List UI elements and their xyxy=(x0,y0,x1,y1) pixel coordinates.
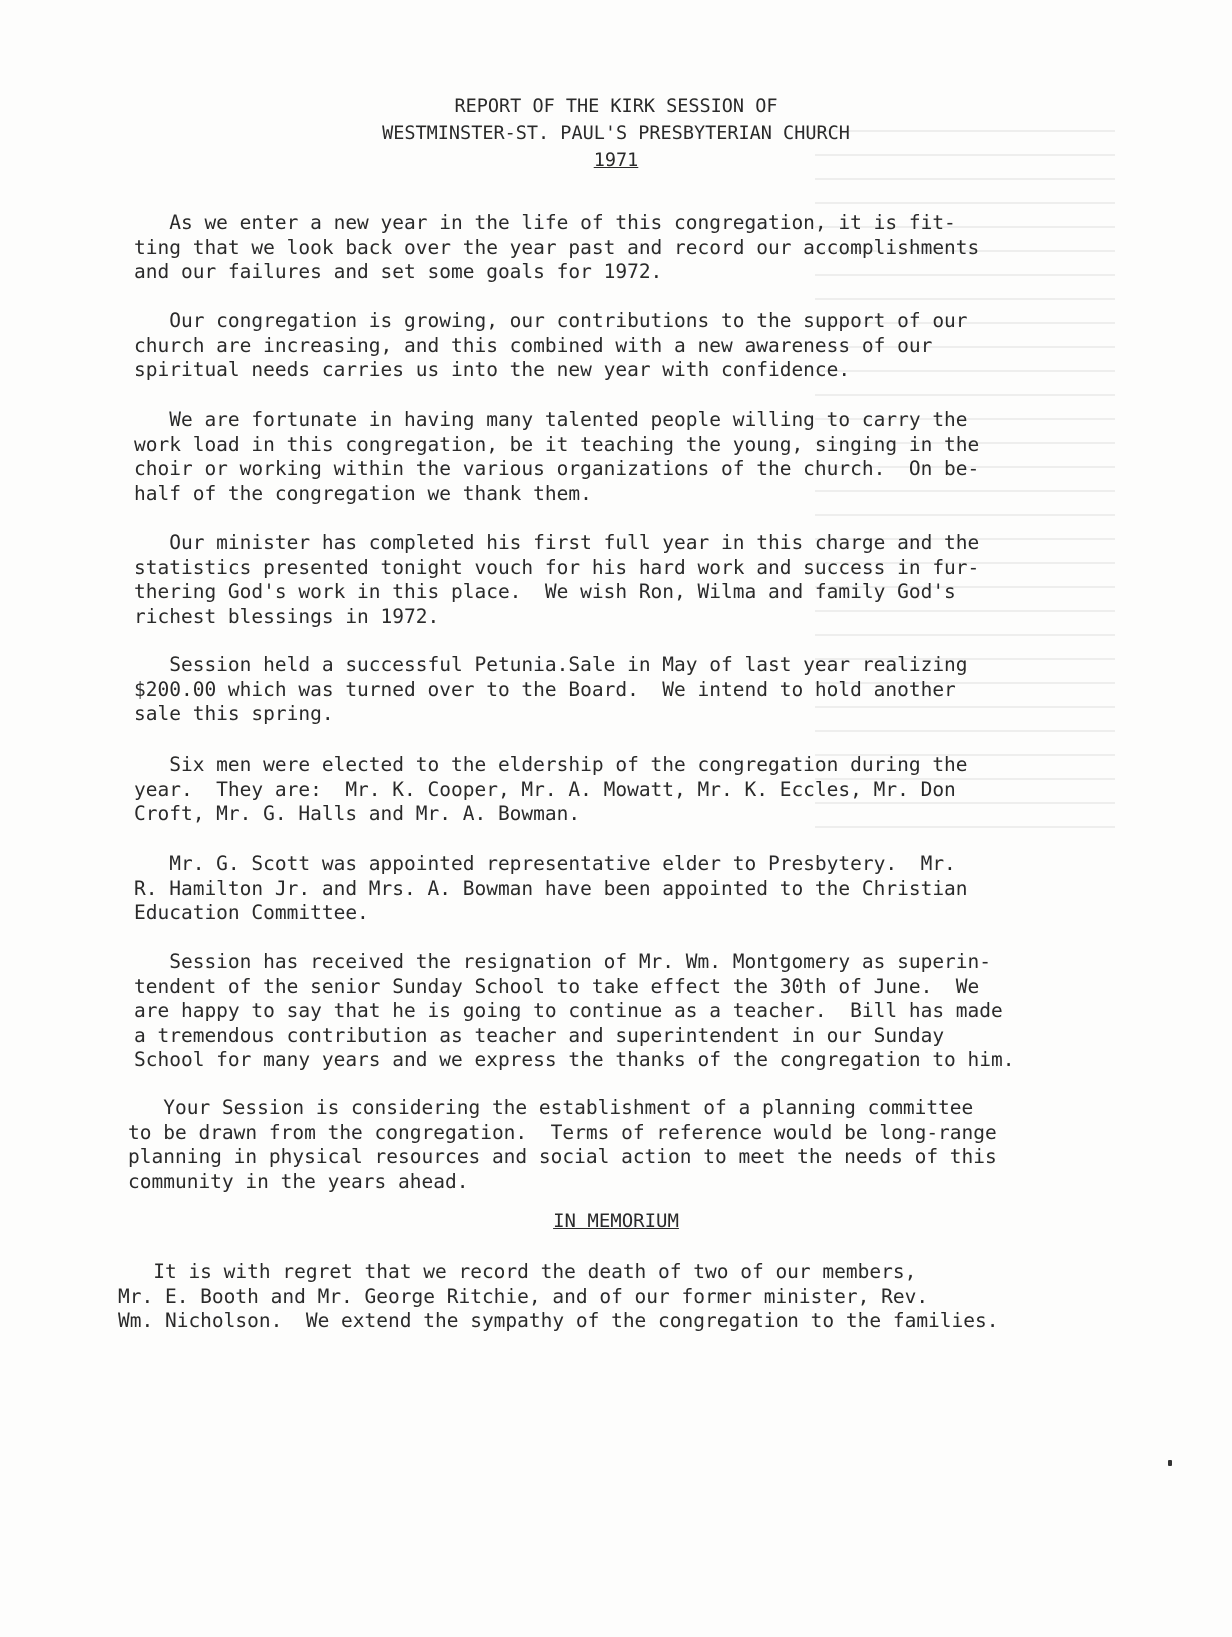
memoriam-heading: IN MEMORIUM xyxy=(553,1210,679,1232)
header-title-line-2: WESTMINSTER-ST. PAUL'S PRESBYTERIAN CHURCH xyxy=(382,123,850,144)
paragraph-appointments: Mr. G. Scott was appointed representative elder to Presbytery. Mr. R. Hamilton Jr. and Mrs. A. Bowman have been appointed to the Christian Education Committee. xyxy=(134,852,968,924)
page-speck xyxy=(1168,1460,1172,1466)
paragraph-minister: Our minister has completed his first full year in this charge and the statistics presented tonight vouch for his hard work and success in fur- thering God's work in this place. We wish Ron, Wilma and family God's richest blessings in 1972. xyxy=(134,531,980,628)
paragraph-resignation: Session has received the resignation of Mr. Wm. Montgomery as superin- tendent of the senior Sunday School to take effect the 30th of June. We are happy to say that he is going to continue as a teacher. Bill has made a tremendous contribution as teacher and superintendent in our Sunday School for many years and we express the thanks of the congregation to him. xyxy=(134,950,1015,1071)
paragraph-petunia-sale: Session held a successful Petunia.Sale in May of last year realizing $200.00 which was turned over to the Board. We intend to hold another sale this spring. xyxy=(134,653,968,725)
report-header xyxy=(0,93,1232,174)
paragraph-growth: Our congregation is growing, our contributions to the support of our church are increasing, and this combined with a new awareness of our spiritual needs carries us into the new year with confidence. xyxy=(134,309,968,381)
paragraph-eldership: Six men were elected to the eldership of the congregation during the year. They are: Mr. K. Cooper, Mr. A. Mowatt, Mr. K. Eccles, Mr. Don Croft, Mr. G. Halls and Mr. A. Bowman. xyxy=(134,753,968,825)
header-title-line-1: REPORT OF THE KIRK SESSION OF xyxy=(454,96,778,117)
paragraph-volunteers: We are fortunate in having many talented people willing to carry the work load in this congregation, be it teaching the young, singing in the choir or working within the various organizations of the church. On be- half of the congregation we thank them. xyxy=(134,408,980,505)
header-year: 1971 xyxy=(593,150,639,171)
paragraph-planning-committee: Your Session is considering the establishment of a planning committee to be drawn from the congregation. Terms of reference would be long-range planning in physical resources and social action to meet the needs of this community in the years ahead. xyxy=(128,1096,997,1193)
memoriam-text: It is with regret that we record the death of two of our members, Mr. E. Booth and Mr. George Ritchie, and of our former minister, Rev. Wm. Nicholson. We extend the sympathy of the congregation to the families. xyxy=(118,1260,999,1332)
paragraph-new-year: As we enter a new year in the life of this congregation, it is fit- ting that we look back over the year past and record our accomplishments and our failures and set some goals for 1972. xyxy=(134,211,980,283)
